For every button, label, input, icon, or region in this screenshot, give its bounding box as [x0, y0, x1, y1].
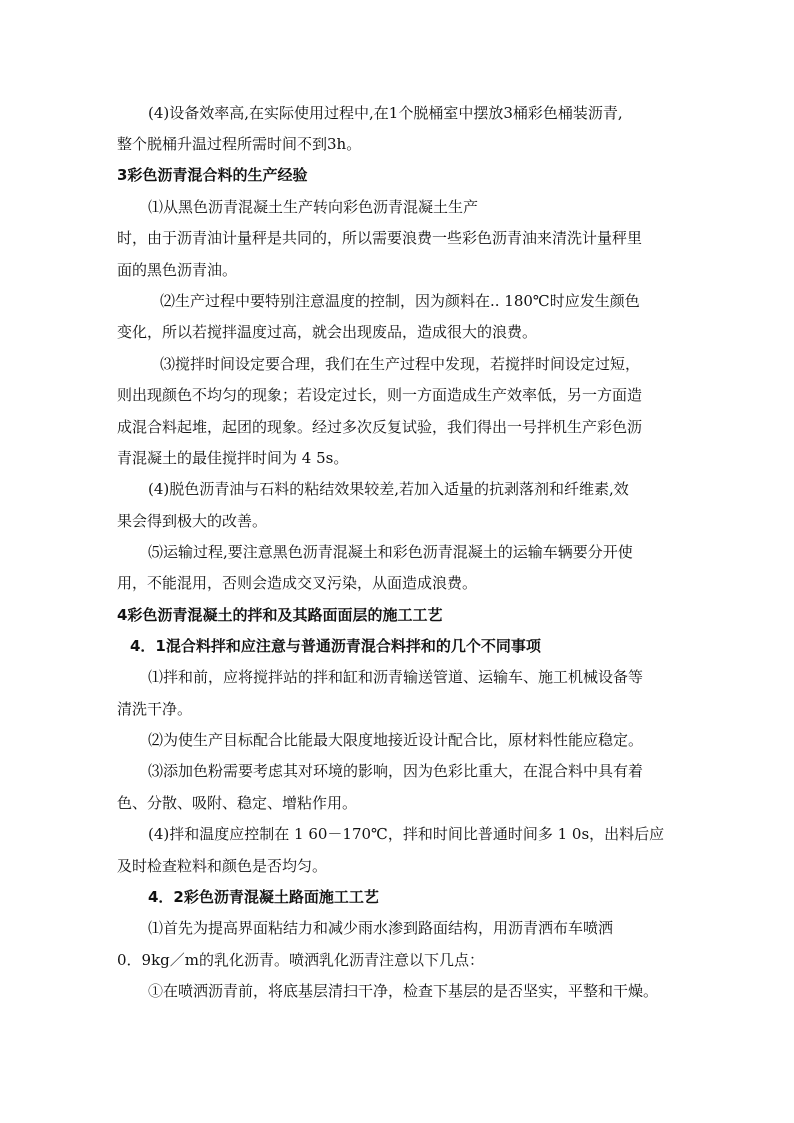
subsection-heading: 4．1混合料拌和应注意与普通沥青混合料拌和的几个不同事项	[130, 637, 541, 655]
text-line: ⑴从黑色沥青混凝土生产转向彩色沥青混凝土生产	[148, 198, 479, 216]
text-line: ⑴首先为提高界面粘结力和减少雨水渗到路面结构，用沥青洒布车喷洒	[148, 919, 614, 937]
text-line: 清洗干净。	[117, 700, 193, 718]
text-line: (4)脱色沥青油与石料的粘结效果较差,若加入适量的抗剥落剂和纤维素,效	[148, 480, 629, 498]
text-line: ⑴拌和前，应将搅拌站的拌和缸和沥青输送管道、运输车、施工机械设备等	[148, 668, 644, 686]
text-line: 0．9kg／m的乳化沥青。喷洒乳化沥青注意以下几点：	[117, 951, 485, 969]
text-line: 青混凝土的最佳搅拌时间为 4 5s。	[117, 449, 349, 467]
text-line: 变化，所以若搅拌温度过高，就会出现废品，造成很大的浪费。	[117, 323, 538, 341]
text-line: 果会得到极大的改善。	[117, 512, 268, 530]
text-line: 色、分散、吸附、稳定、增粘作用。	[117, 794, 358, 812]
text-line: 时，由于沥青油计量秤是共同的，所以需要浪费一些彩色沥青油来清洗计量秤里	[117, 229, 643, 247]
text-line: ⑵生产过程中要特别注意温度的控制，因为颜料在.. 180℃时应发生颜色	[160, 292, 640, 310]
section-heading: 3彩色沥青混合料的生产经验	[117, 166, 308, 184]
text-line: 则出现颜色不均匀的现象；若设定过长，则一方面造成生产效率低，另一方面造	[117, 386, 643, 404]
text-line: ⑶添加色粉需要考虑其对环境的影响，因为色彩比重大，在混合料中具有着	[148, 762, 644, 780]
subsection-heading: 4．2彩色沥青混凝土路面施工工艺	[148, 888, 379, 906]
text-line: ⑵为使生产目标配合比能最大限度地接近设计配合比，原材料性能应稳定。	[148, 731, 644, 749]
text-line: ①在喷洒沥青前，将底基层清扫干净，检查下基层的是否坚实，平整和干燥。	[148, 982, 659, 1000]
text-line: (4)拌和温度应控制在 1 60－170℃，拌和时间比普通时间多 1 0s，出料后应	[148, 825, 665, 843]
text-line: 整个脱桶升温过程所需时间不到3h。	[117, 135, 362, 153]
text-line: 用，不能混用，否则会造成交叉污染，从面造成浪费。	[117, 574, 478, 592]
text-line: ⑶搅拌时间设定要合理，我们在生产过程中发现，若搅拌时间设定过短，	[160, 355, 641, 373]
text-line: (4)设备效率高,在实际使用过程中,在1个脱桶室中摆放3桶彩色桶装沥青,	[148, 104, 623, 122]
text-line: 面的黑色沥青油。	[117, 261, 238, 279]
text-line: 及时检查粒料和颜色是否均匀。	[117, 857, 328, 875]
section-heading: 4彩色沥青混凝土的拌和及其路面面层的施工工艺	[117, 606, 443, 624]
text-line: 成混合料起堆，起团的现象。经过多次反复试验，我们得出一号拌机生产彩色沥	[117, 418, 643, 436]
text-line: ⑸运输过程,要注意黑色沥青混凝土和彩色沥青混凝土的运输车辆要分开使	[148, 543, 633, 561]
